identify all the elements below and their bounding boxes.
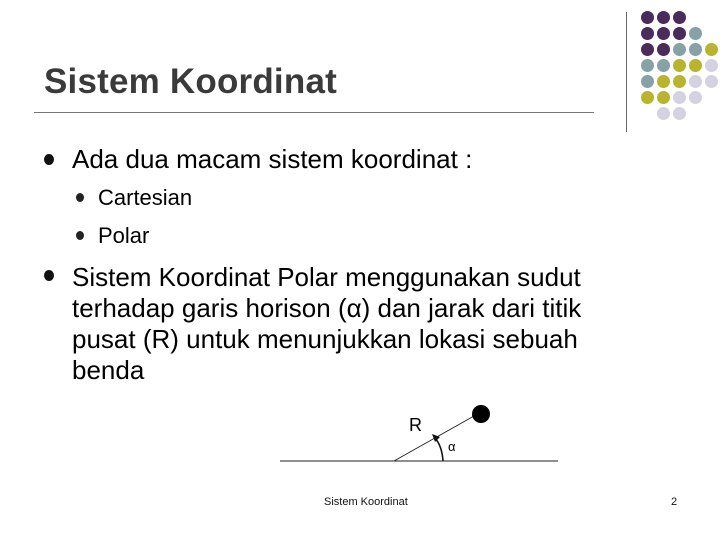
sub-bullet-text: Polar	[98, 223, 150, 248]
footer-title: Sistem Koordinat	[324, 496, 408, 508]
paragraph-line: benda	[72, 355, 145, 385]
paragraph-line: pusat (R) untuk menunjukkan lokasi sebuah	[72, 324, 578, 354]
object-point	[472, 405, 490, 423]
slide-title: Sistem Koordinat	[44, 62, 337, 101]
angle-arc	[435, 438, 443, 461]
alpha-label: α	[448, 439, 456, 454]
paragraph-line: Sistem Koordinat Polar menggunakan sudut	[72, 262, 581, 292]
paragraph-line: terhadap garis horison (α) dan jarak dari titik	[72, 293, 582, 323]
page-number: 2	[671, 496, 678, 508]
bullet-text: Ada dua macam sistem koordinat :	[72, 144, 473, 174]
r-label: R	[409, 415, 422, 435]
sub-bullet-text: Cartesian	[98, 185, 193, 210]
angle-arrowhead	[432, 434, 440, 442]
